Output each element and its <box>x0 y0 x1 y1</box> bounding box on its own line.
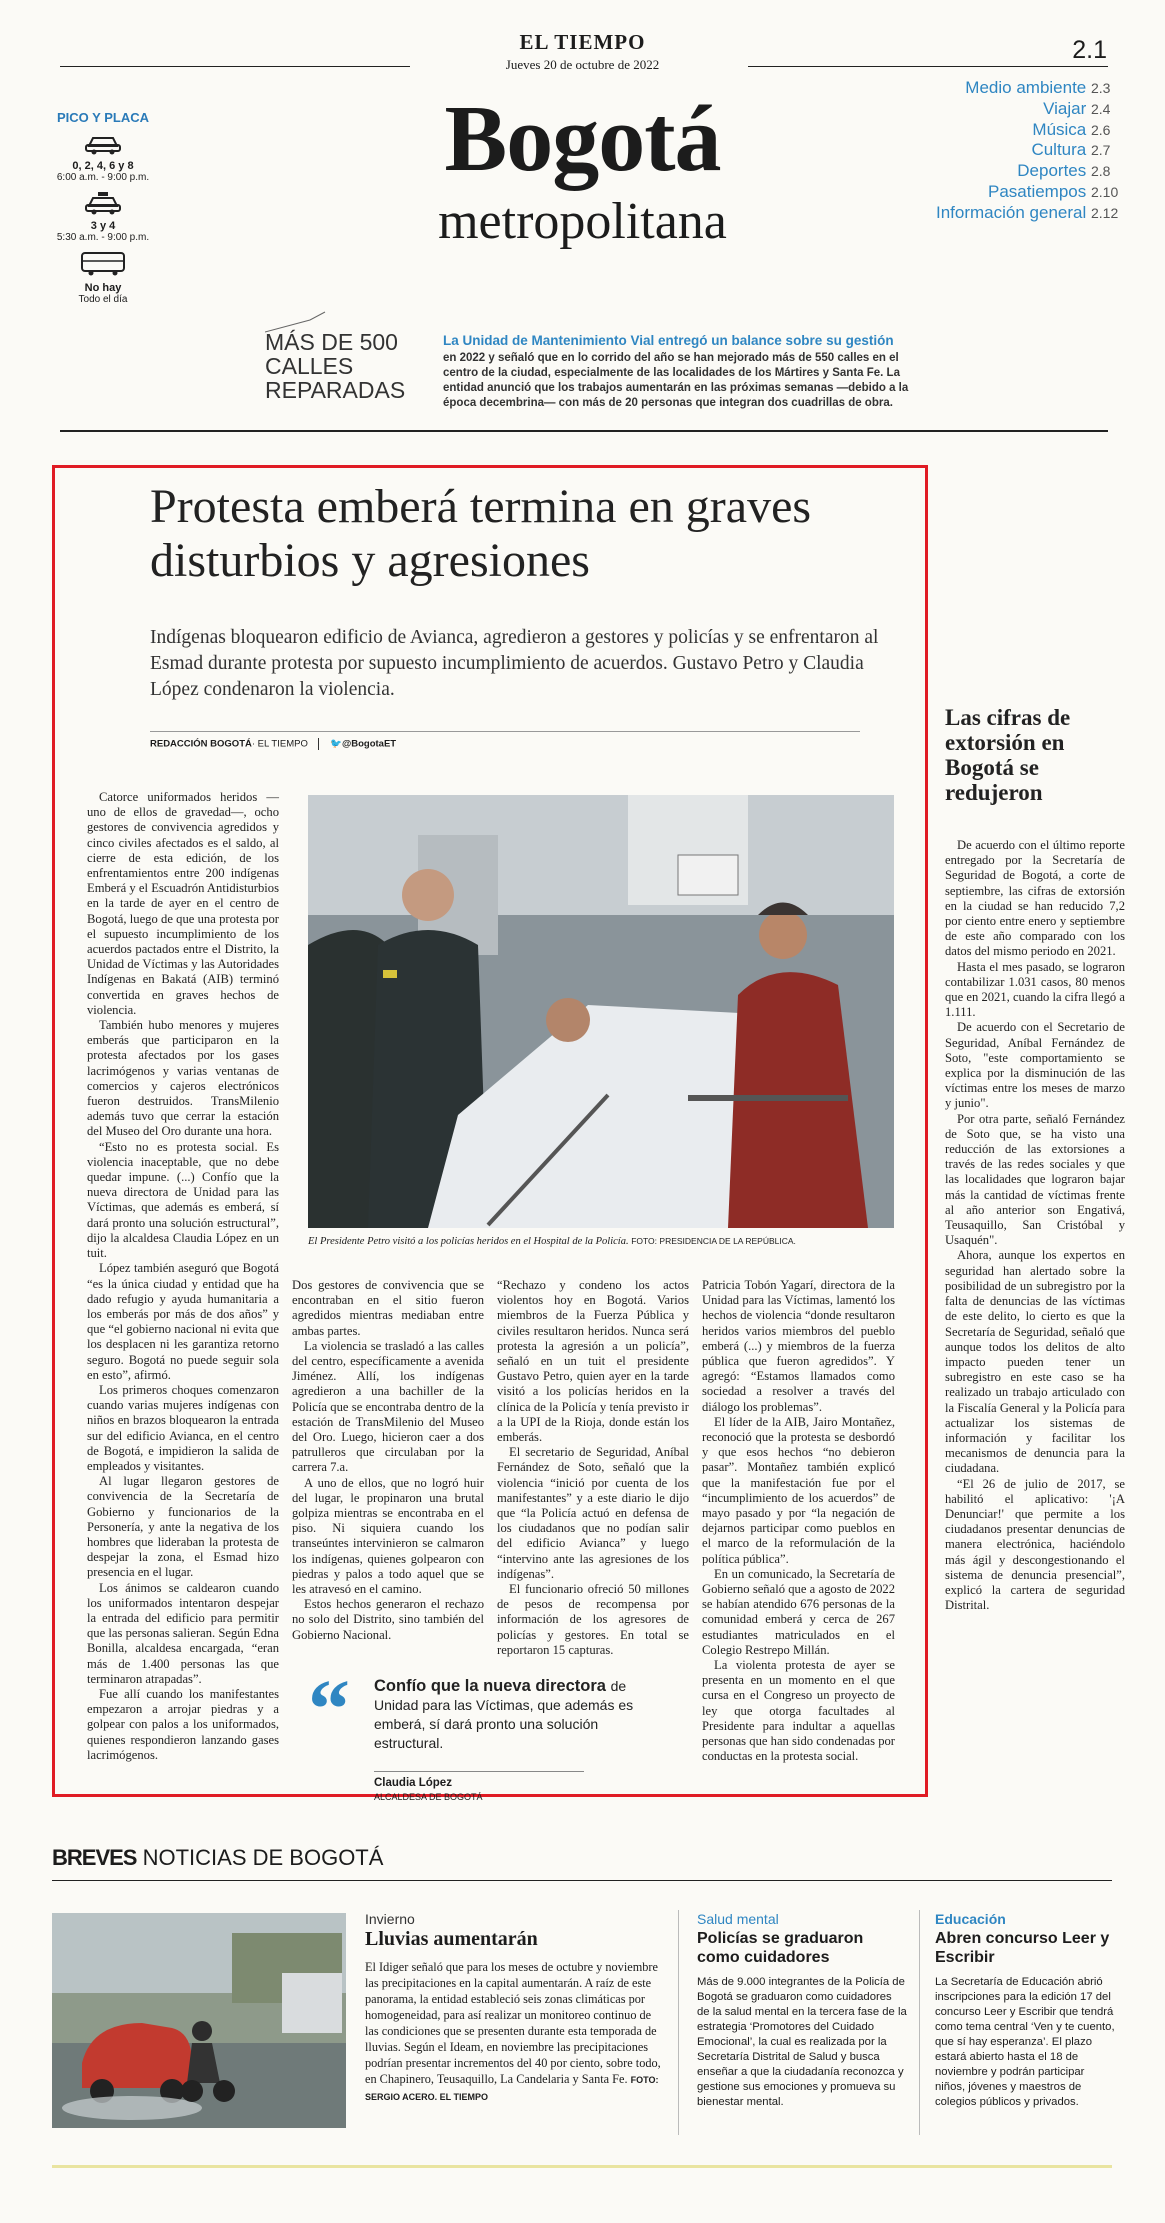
masthead-rule-left <box>60 66 410 67</box>
sidebar-body: De acuerdo con el último reporte entregado por la Secretaría de Seguridad de Bogotá, a corte de septiembre, las cifras de extorsión en la ciudad se han reducido 7,2 por ciento entre enero y septiembre de este año comparado con los datos del mismo periodo en 2021. Hasta el mes pasado, se lograron contabilizar 1.031 casos, 80 menos que en 2021, cuando la cifra llegó a 1.111. De acuerdo con el Secretario de Seguridad, Aníbal Fernández de Soto, "este comportamiento se explica por la disminución de las víctimas entre los meses de marzo y junio". Por otra parte, señaló Fernández de Soto que, se ha visto una reducción de las extorsiones a través de las redes sociales y que las localidades que lograron bajar más la cantidad de víctimas frente al año anterior son Engativá, Teusaquillo, San Cristóbal y Usaquén". Ahora, aunque los expertos en seguridad han alertado sobre la posibilidad de un subregistro por la falta de denuncias de las víctimas de este delito, lo cierto es que la Secretaría de Seguridad, señaló que aunque todos los delitos de alto impacto pueden tener un subregistro en este caso se ha realizado un trabajo articulado con la Fiscalía General y la Policía para actualizar los sistemas de información y facilitar los mecanismos de denuncia para la ciudadana. “El 26 de julio de 2017, se habilitó el aplicativo: '¡A Denunciar!' que permite a los ciudadanos presentar denuncias de manera electrónica, haciéndolo más ágil y descongestionando el sistema de denuncia presencial”, explicó la cartera de seguridad Distrital. <box>945 838 1125 1613</box>
pyp-taxi-days: 3 y 4 <box>90 220 116 232</box>
pyp-private-hours: 6:00 a.m. - 9:00 p.m. <box>56 172 150 183</box>
index-item[interactable]: Deportes 2.8 <box>1017 161 1111 181</box>
photo-caption: El Presidente Petro visitó a los policías heridos en el Hospital de la Policía. FOTO: PRESIDENCIA DE LA REPÚBLICA. <box>308 1236 796 1247</box>
breve-2-kicker: Salud mental <box>697 1911 779 1927</box>
pyp-bus-days: No hay <box>84 282 122 294</box>
masthead-rule-right <box>748 66 1108 67</box>
newspaper-name: EL TIEMPO <box>519 30 646 54</box>
quote-author: Claudia López <box>374 1777 452 1789</box>
section-index <box>936 78 1125 224</box>
index-item[interactable]: Viajar 2.4 <box>1043 98 1111 118</box>
breve-1-text: El Idiger señaló que para los meses de octubre y noviembre las precipitaciones en la capital aumentarán. A raíz de este panorama, la entidad estableció seis zonas climáticas por homogeneidad, para así realizar un monitoreo continuo de las condiciones que se presenten durante esta temporada de lluvias. Según el Ideam, en noviembre las precipitaciones podrían presentar incrementos del 40 por ciento, sobre todo, en Chapinero, Teusaquillo, La Candelaria y Santa Fe. FOTO: SERGIO ACERO. EL TIEMPO <box>365 1960 661 2102</box>
breve-1-kicker: Invierno <box>365 1911 415 1927</box>
byline-handle[interactable]: @BogotaET <box>341 738 397 750</box>
pico-y-placa-box <box>48 110 158 305</box>
breves-photo <box>52 1913 346 2128</box>
sidebar-headline: Las cifras de extorsión en Bogotá se redujeron <box>945 705 1071 805</box>
section-subtitle: metropolitana <box>438 193 727 250</box>
article-column-1: Catorce uniformados heridos —uno de ellos de gravedad—, ocho gestores de convivencia agredidos y cinco civiles afectados es el saldo, al cierre de esta edición, de los enfrentamientos entre 200 indígenas Emberá y el Escuadrón Antidisturbios en la tarde de ayer en el centro de Bogotá, luego de que una protesta por el supuesto incumplimiento de los acuerdos pactados entre el Distrito, la Unidad de Víctimas y las Autoridades Indígenas en Bakatá (AIB) terminó convertida en graves hechos de violencia. También hubo menores y mujeres emberás que participaron en la protesta afectados por los gases lacrimógenos y varias ventanas de comercios y cajeros electrónicos fueron destruidos. TransMilenio además tuvo que cerrar la estación del Museo del Oro durante una hora. “Esto no es protesta social. Es violencia inaceptable, que no debe quedar impune. (...) Confío que la nueva directora de Unidad para las Víctimas, que además es emberá, sí dará pronto una solución estructural”, dijo la alcaldesa Claudia López en un tuit. López también aseguró que Bogotá “es la única ciudad y entidad que ha dado refugio y ayuda humanitaria a los emberás por más de dos años” y que “el gobierno nacional ni evita que los desplacen ni les garantiza retorno seguro. Bogotá no puede seguir sola en esto”, afirmó. Los primeros choques comenzaron cuando varias mujeres indígenas con niños en brazos bloquearon la entrada sur del edificio Avianca, en el centro de Bogotá, e impidieron la salida de empleados y visitantes. Al lugar llegaron gestores de convivencia de la Secretaría de Gobierno y funcionarios de la Personería, y ante la negativa de los hombres que lideraban la protesta de despejar la zona, el Esmad hizo presencia en el lugar. Los ánimos se caldearon cuando los uniformados intentaron despejar la entrada del edificio para permitir que las personas salieran. Según Edna Bonilla, alcaldesa encargada, “eran más de 1.400 personas las que terminaron atrapadas”. Fue allí cuando los manifestantes empezaron a arrojar piedras y a golpear con palos a los uniformados, quienes respondieron lanzando gases lacrimógenos. <box>87 790 279 1762</box>
breve-1-credit: FOTO: SERGIO ACERO. EL TIEMPO <box>365 2075 659 2102</box>
breves-divider-1 <box>678 1910 679 2135</box>
byline-rule <box>150 731 860 732</box>
breve-2-text: Más de 9.000 integrantes de la Policía de Bogotá se graduaron como cuidadores de la salud mental en la tercera fase de la estrategia ‘Promotores del Cuidado Emocional’, la cual es realizada por la Secretaría Distrital de Salud y busca enseñar a que la ciudadanía reconozca y gestione sus emociones y promueva su bienestar mental. <box>697 1976 907 2108</box>
pyp-taxi-hours: 5:30 a.m. - 9:00 p.m. <box>56 232 150 243</box>
breves-rule <box>52 1880 1112 1881</box>
index-item[interactable]: Información general 2.12 <box>936 202 1119 222</box>
bus-icon <box>79 251 127 277</box>
quote-mark-icon: “ <box>308 1663 350 1756</box>
quote-rule <box>374 1771 584 1772</box>
teaser-text: en 2022 y señaló que en lo corrido del año se han mejorado más de 550 calles en el centro de la ciudad, especialmente de las localidades de los Mártires y Santa Fe. La entidad anunció que los trabajos aumentarán en las próximas semanas —debido a la época decembrina— con más de 20 personas que integran dos cuadrillas de obra. <box>443 352 909 409</box>
car-icon <box>83 133 123 155</box>
breve-3-title: Abren concurso Leer y Escribir <box>935 1930 1110 1966</box>
section-divider <box>60 430 1108 432</box>
breves-divider-2 <box>919 1910 920 2135</box>
breve-item-2 <box>697 1911 907 2110</box>
byline-paper: · EL TIEMPO <box>251 738 308 750</box>
breve-item-3 <box>935 1911 1115 2110</box>
twitter-icon: 🐦 <box>330 738 342 750</box>
breve-1-title: Lluvias aumentarán <box>365 1928 538 1950</box>
article-column-4: Patricia Tobón Yagarí, directora de la Unidad para las Víctimas, lamentó los hechos de violencia “donde resultaron heridos varios miembros del pueblo emberá (...) y miembros de la fuerza pública que fueron agredidos”. Y agregó: “Estamos llamados como sociedad a resolver a través del diálogo los problemas”. El líder de la AIB, Jairo Montañez, reconoció que la protesta se desbordó y que esos hechos “no debieron pasar”. Montañez también explicó que la manifestación fue por el “incumplimiento de los acuerdos” de mayo pasado y por “la negación de dejarnos participar como pueblos en el marco de la reformulación de la política pública”. En un comunicado, la Secretaría de Gobierno señaló que a agosto de 2022 se habían atendido 676 personas de la comunidad emberá y cerca de 267 estudiantes matriculados en el Colegio Restrepo Millán. La violenta protesta de ayer se presenta en un momento en el que cursa en el Congreso un proyecto de ley que otorga facultades al Presidente para indultar a aquellas personas que han sido condenadas por conductas en la protesta social. <box>702 1278 895 1764</box>
issue-date: Jueves 20 de octubre de 2022 <box>505 57 660 72</box>
index-item[interactable]: Pasatiempos 2.10 <box>987 181 1119 201</box>
article-dek: Indígenas bloquearon edificio de Avianca, agredieron a gestores y policías y se enfrentaron al Esmad durante protesta por supuesto incumplimiento de acuerdos. Gustavo Petro y Claudia López condenaron la violencia. <box>150 627 879 700</box>
teaser-headline[interactable]: La Unidad de Mantenimiento Vial entregó un balance sobre su gestión <box>443 333 894 348</box>
article-headline: Protesta emberá termina en graves disturbios y agresiones <box>150 480 812 587</box>
photo-credit: FOTO: PRESIDENCIA DE LA REPÚBLICA. <box>631 1236 796 1246</box>
index-item[interactable]: Música 2.6 <box>1032 119 1111 139</box>
breve-3-text: La Secretaría de Educación abrió inscripciones para la edición 17 del concurso Leer y Escribir que tendrá como tema central ‘Ven y te cuento, que sí hay esperanza’. El plazo estará abierto hasta el 18 de noviembre y podrán participar niños, jóvenes y maestros de colegios públicos y privados. <box>935 1976 1115 2108</box>
pull-quote: Confío que la nueva directora de Unidad para las Víctimas, que además es emberá, sí dará pronto una solución estructural. <box>374 1677 634 1751</box>
article-photo <box>308 795 894 1228</box>
bottom-strip <box>52 2165 1112 2168</box>
byline <box>150 738 396 750</box>
page-number: 2.1 <box>1072 36 1107 64</box>
taxi-icon <box>83 191 123 215</box>
breve-item-1 <box>365 1911 665 2105</box>
article-column-2: Dos gestores de convivencia que se encontraban en el sitio fueron agredidos mientras mediaban entre ambas partes. La violencia se trasladó a las calles del centro, específicamente a avenida Jiménez. Allí, los indígenas agredieron a una bachiller de la Policía que se encontraba dentro de la estación de TransMilenio del Museo del Oro. Luego, hicieron caer a dos patrulleros que circulaban por la carrera 7.a. A uno de ellos, que no logró huir del lugar, le propinaron una brutal golpiza mientras se encontraba en el piso. Ni siquiera cuando los transeúntes intervinieron se calmaron los indígenas, quienes golpearon con piedras y palos a todo aquel que se les atravesó en el camino. Estos hechos generaron el rechazo no solo del Distrito, sino también del Gobierno Nacional. <box>292 1278 484 1642</box>
index-item[interactable]: Medio ambiente 2.3 <box>965 78 1111 97</box>
article-column-3: “Rechazo y condeno los actos violentos hoy en Bogotá. Varios miembros de la Fuerza Pública y civiles resultaron heridos. Nunca será protesta la agresión a un policía”, señaló en un tuit el presidente Gustavo Petro, quien ayer en la tarde visitó a los policías heridos en la clínica de la Policía y tenía previsto ir a la UPI de la Rioja, donde están los emberás. El secretario de Seguridad, Aníbal Fernández de Soto, señaló que la violencia “inició por cuenta de los manifestantes” y a este diario le dijo que “la Policía actuó en defensa de los ciudadanos que no podían salir del edificio Avianca” y luego “intervino ante las agresiones de los indígenas”. El funcionario ofreció 50 millones de pesos de recompensa por información de los agresores de policías y gestores. En total se reportaron 15 capturas. <box>497 1278 689 1657</box>
index-item[interactable]: Cultura 2.7 <box>1031 140 1111 160</box>
pyp-private-days: 0, 2, 4, 6 y 8 <box>72 160 134 172</box>
pico-y-placa-title: PICO Y PLACA <box>57 110 149 125</box>
byline-author: REDACCIÓN BOGOTÁ <box>150 738 252 750</box>
section-title: Bogotá <box>444 87 721 191</box>
breve-2-title: Policías se graduaron como cuidadores <box>697 1930 864 1966</box>
teaser-big-text: MÁS DE 500 CALLES REPARADAS <box>265 329 406 403</box>
pyp-bus-hours: Todo el día <box>78 294 128 305</box>
quote-author-role: ALCALDESA DE BOGOTÁ <box>374 1792 483 1802</box>
breves-header: BREVES NOTICIAS DE BOGOTÁ <box>52 1845 384 1870</box>
breve-3-kicker: Educación <box>935 1911 1006 1927</box>
